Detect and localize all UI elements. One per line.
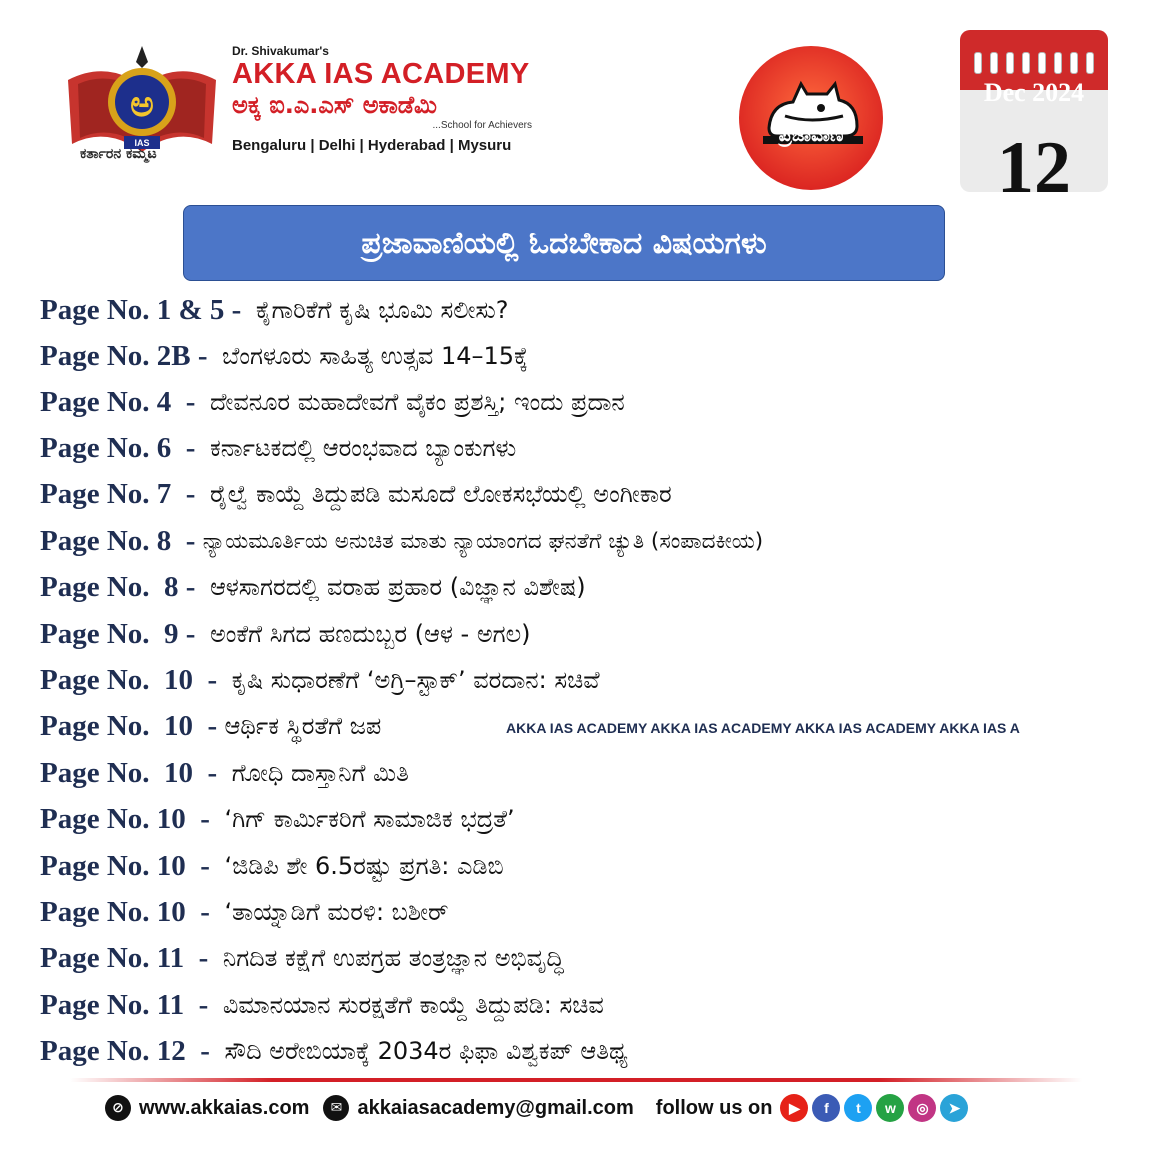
list-item bbox=[40, 985, 604, 1025]
academy-title-block bbox=[232, 44, 562, 154]
facebook-icon[interactable]: f bbox=[812, 1094, 840, 1122]
section-banner bbox=[183, 205, 945, 281]
calendar-ring-icon bbox=[1038, 52, 1046, 74]
page-number: Page No. 8 - bbox=[40, 570, 210, 603]
calendar-ring-icon bbox=[1022, 52, 1030, 74]
list-item bbox=[40, 521, 763, 561]
article-headline: ವಿಮಾನಯಾನ ಸುರಕ್ಷತೆಗೆ ಕಾಯ್ದೆ ತಿದ್ದುಪಡಿ: ಸಚಿವ bbox=[222, 991, 604, 1019]
page-number: Page No. 2B - bbox=[40, 339, 223, 372]
instagram-icon[interactable]: ◎ bbox=[908, 1094, 936, 1122]
logo-caption: ಕರ್ತಾರನ ಕಮ್ಮಟ bbox=[80, 146, 157, 162]
list-item bbox=[40, 336, 528, 376]
page-number: Page No. 7 - bbox=[40, 477, 210, 510]
list-item bbox=[40, 892, 448, 932]
page-number: Page No. 1 & 5 - bbox=[40, 293, 256, 326]
whatsapp-icon[interactable]: w bbox=[876, 1094, 904, 1122]
article-headline: ನಿಗದಿತ ಕಕ್ಷೆಗೆ ಉಪಗ್ರಹ ತಂತ್ರಜ್ಞಾನ ಅಭಿವೃದ್ಧಿ bbox=[222, 944, 564, 972]
article-headline: ಆರ್ಥಿಕ ಸ್ಥಿರತೆಗೆ ಜಪ bbox=[224, 712, 382, 740]
list-item bbox=[40, 474, 672, 514]
page-number: Page No. 11 - bbox=[40, 941, 223, 974]
list-item bbox=[40, 614, 531, 654]
academy-name-kannada: ಅಕ್ಕ ಐ.ಎ.ಎಸ್ ಅಕಾಡೆಮಿ bbox=[232, 91, 437, 119]
footer-divider bbox=[70, 1078, 1082, 1082]
website-link[interactable]: www.akkaias.com bbox=[139, 1096, 310, 1119]
list-item bbox=[40, 1031, 628, 1071]
page-number: Page No. 12 - bbox=[40, 1034, 225, 1067]
page-number: Page No. 10 - bbox=[40, 895, 225, 928]
follow-label: follow us on bbox=[655, 1096, 773, 1119]
web-icon: ⊘ bbox=[105, 1095, 131, 1121]
telegram-icon[interactable]: ➤ bbox=[940, 1094, 968, 1122]
list-item bbox=[40, 799, 515, 839]
article-headline: ಕೃಷಿ ಸುಧಾರಣೆಗೆ ‘ಅಗ್ರಿ–ಸ್ಟಾಕ್’ ವರದಾನ: ಸಚಿವೆ bbox=[231, 666, 600, 694]
page-number: Page No. 9 - bbox=[40, 617, 210, 650]
list-item bbox=[40, 567, 586, 607]
prajavani-logo-icon bbox=[735, 44, 887, 192]
page-number: Page No. 6 - bbox=[40, 431, 210, 464]
page-number: Page No. 10 - bbox=[40, 709, 225, 742]
email-link[interactable]: akkaiasacademy@gmail.com bbox=[357, 1096, 634, 1119]
article-headline: ಬೆಂಗಳೂರು ಸಾಹಿತ್ಯ ಉತ್ಸವ 14–15ಕ್ಕೆ bbox=[222, 342, 529, 370]
calendar-ring-icon bbox=[1086, 52, 1094, 74]
footer-contact bbox=[105, 1092, 972, 1124]
calendar-month: Dec 2024 bbox=[983, 78, 1085, 107]
founder-prefix: Dr. Shivakumar's bbox=[232, 44, 329, 58]
list-item bbox=[40, 706, 381, 746]
twitter-icon[interactable]: t bbox=[844, 1094, 872, 1122]
page-number: Page No. 10 - bbox=[40, 663, 232, 696]
article-headline: ‘ತಾಯ್ನಾಡಿಗೆ ಮರಳಿ: ಬಶೀರ್ bbox=[224, 898, 449, 926]
article-headline: ‘ಗಿಗ್ ಕಾರ್ಮಿಕರಿಗೆ ಸಾಮಾಜಿಕ ಭದ್ರತೆ’ bbox=[224, 805, 515, 833]
page-number: Page No. 4 - bbox=[40, 385, 210, 418]
youtube-icon[interactable]: ▶ bbox=[780, 1094, 808, 1122]
article-headline: ಆಳಸಾಗರದಲ್ಲಿ ವರಾಹ ಪ್ರಹಾರ (ವಿಜ್ಞಾನ ವಿಶೇಷ) bbox=[209, 573, 586, 601]
list-item bbox=[40, 428, 516, 468]
svg-text:ಅ: ಅ bbox=[130, 84, 154, 125]
academy-name: AKKA IAS ACADEMY bbox=[232, 58, 530, 90]
calendar-ring-icon bbox=[990, 52, 998, 74]
page-number: Page No. 11 - bbox=[40, 988, 223, 1021]
page-number: Page No. 10 - bbox=[40, 756, 232, 789]
article-headline: ಕೈಗಾರಿಕೆಗೆ ಕೃಷಿ ಭೂಮಿ ಸಲೀಸು? bbox=[255, 296, 509, 324]
list-item bbox=[40, 382, 625, 422]
article-headline: ಕರ್ನಾಟಕದಲ್ಲಿ ಆರಂಭವಾದ ಬ್ಯಾಂಕುಗಳು bbox=[209, 434, 517, 462]
calendar-ring-icon bbox=[1006, 52, 1014, 74]
article-headline: ದೇವನೂರ ಮಹಾದೇವಗೆ ವೈಕಂ ಪ್ರಶಸ್ತಿ; ಇಂದು ಪ್ರದಾನ bbox=[209, 388, 625, 416]
academy-watermark: AKKA IAS ACADEMY AKKA IAS ACADEMY AKKA IAS ACADEMY AKKA IAS A bbox=[506, 720, 1020, 736]
email-icon: ✉ bbox=[323, 1095, 349, 1121]
list-item bbox=[40, 938, 564, 978]
calendar-day: 12 bbox=[997, 127, 1071, 192]
article-headline: ಸೌದಿ ಅರೇಬಿಯಾಕ್ಕೆ 2034ರ ಫಿಫಾ ವಿಶ್ವಕಪ್ ಆತಿಥ್ಯ bbox=[224, 1037, 628, 1065]
page-number: Page No. 10 - bbox=[40, 849, 225, 882]
calendar-ring-icon bbox=[974, 52, 982, 74]
newspaper-name: ಪ್ರಜಾವಾಣಿ bbox=[778, 124, 844, 146]
academy-cities: Bengaluru | Delhi | Hyderabad | Mysuru bbox=[232, 137, 512, 154]
article-headline: ರೈಲ್ವೆ ಕಾಯ್ದೆ ತಿದ್ದುಪಡಿ ಮಸೂದೆ ಲೋಕಸಭೆಯಲ್ಲಿ ಅಂಗೀಕಾರ bbox=[209, 480, 672, 508]
calendar-ring-icon bbox=[1054, 52, 1062, 74]
emblem-badge: IAS bbox=[134, 138, 150, 148]
page-number: Page No. 10 - bbox=[40, 802, 225, 835]
article-headline: ಅಂಕೆಗೆ ಸಿಗದ ಹಣದುಬ್ಬರ (ಆಳ - ಅಗಲ) bbox=[209, 620, 531, 648]
article-headline: ನ್ಯಾಯಮೂರ್ತಿಯ ಅನುಚಿತ ಮಾತು ನ್ಯಾಯಾಂಗದ ಘನತೆಗೆ ಚ್ಯುತಿ (ಸಂಪಾದಕೀಯ) bbox=[202, 528, 764, 554]
list-item bbox=[40, 753, 409, 793]
calendar-ring-icon bbox=[1070, 52, 1078, 74]
banner-title: ಪ್ರಜಾವಾಣಿಯಲ್ಲಿ ಓದಬೇಕಾದ ವಿಷಯಗಳು bbox=[361, 225, 767, 261]
list-item bbox=[40, 846, 504, 886]
list-item bbox=[40, 660, 600, 700]
page-number: Page No. 8 - bbox=[40, 524, 203, 557]
list-item bbox=[40, 290, 509, 330]
article-headline: ‘ಜಿಡಿಪಿ ಶೇ 6.5ರಷ್ಟು ಪ್ರಗತಿ: ಎಡಿಬಿ bbox=[224, 852, 504, 880]
academy-tagline: ...School for Achievers bbox=[432, 120, 532, 131]
article-headline: ಗೋಧಿ ದಾಸ್ತಾನಿಗೆ ಮಿತಿ bbox=[231, 759, 409, 787]
date-calendar bbox=[960, 30, 1108, 192]
